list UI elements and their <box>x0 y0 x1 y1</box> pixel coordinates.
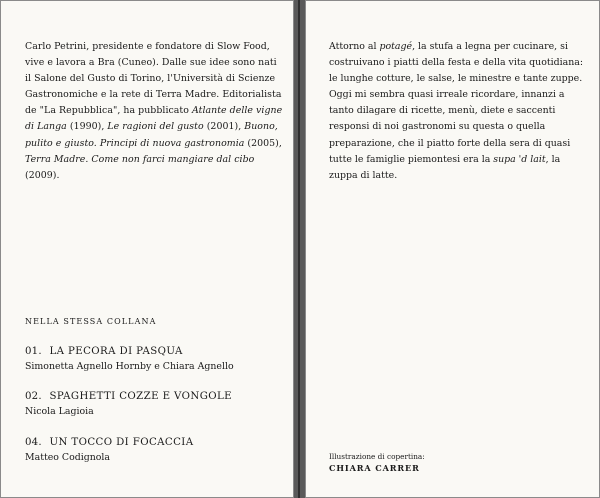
body-italic-term: potagé <box>379 41 413 52</box>
series-book <box>25 389 290 419</box>
book-title-line <box>25 389 290 404</box>
bio-book-title: Le ragioni del gusto <box>107 121 204 133</box>
book-number: 04. <box>25 437 42 448</box>
author-bio <box>25 39 285 184</box>
body-text-run: , la zuppa di latte. <box>329 153 561 181</box>
bio-text: (2005), <box>244 137 282 149</box>
book-number: 01. <box>25 346 42 357</box>
series-heading: NELLA STESSA COLLANA <box>25 317 157 326</box>
book-title: UN TOCCO DI FOCACCIA <box>49 437 194 448</box>
series-book <box>25 344 290 374</box>
book-spine-gutter <box>294 0 305 498</box>
body-text <box>329 39 591 184</box>
cover-credit <box>329 451 425 475</box>
bio-text: (1990), <box>66 121 108 133</box>
cover-credit-name: CHIARA CARRER <box>329 463 420 473</box>
bio-book-title: Terra Madre. Come non farci mangiare dal cibo <box>25 153 255 165</box>
book-title: LA PECORA DI PASQUA <box>49 346 183 357</box>
book-title: SPAGHETTI COZZE E VONGOLE <box>49 391 232 402</box>
right-page <box>305 0 600 498</box>
book-title-line <box>25 435 290 450</box>
cover-credit-label: Illustrazione di copertina: <box>329 452 425 461</box>
body-text-run: Attorno al <box>329 41 380 52</box>
bio-text: (2001), <box>203 121 245 133</box>
book-authors: Simonetta Agnello Hornby e Chiara Agnello <box>25 361 234 372</box>
bio-book-title: Buono, pulito e giusto. Principi di nuova gastronomia <box>25 121 278 149</box>
body-paragraph <box>329 39 591 184</box>
book-authors: Matteo Codignola <box>25 452 110 463</box>
bio-text: (2009). <box>25 169 60 181</box>
left-page <box>0 0 294 498</box>
author-bio-paragraph <box>25 39 285 184</box>
book-title-line <box>25 344 290 359</box>
bio-book-title: Atlante delle vigne di Langa <box>25 105 283 133</box>
book-number: 02. <box>25 391 42 402</box>
body-italic-term: supa 'd lait <box>493 153 546 165</box>
bio-text: Carlo Petrini, presidente e fondatore di Slow Food, vive e lavora a Bra (Cuneo). Dalle sue idee sono nati il Salone del Gusto di Torino, l'Università di Scienze Gastronomiche e la rete di Terra Madre. Editorialista de "La Repubblica", ha pubblicato <box>25 41 282 117</box>
book-authors: Nicola Lagioia <box>25 406 94 417</box>
body-text-run: , la stufa a legna per cucinare, si costruivano i piatti della festa e della vita quotidiana: le lunghe cotture, le salse, le minestre e tante zuppe. Oggi mi sembra quasi irreale ricordare, innanzi a tanto dilagare di ricette, menù, diete e saccenti responsi di noi gastronomi su questa o quella preparazione, che il piatto forte della sera di quasi tutte le famiglie piemontesi era la <box>329 41 583 165</box>
series-book <box>25 435 290 465</box>
